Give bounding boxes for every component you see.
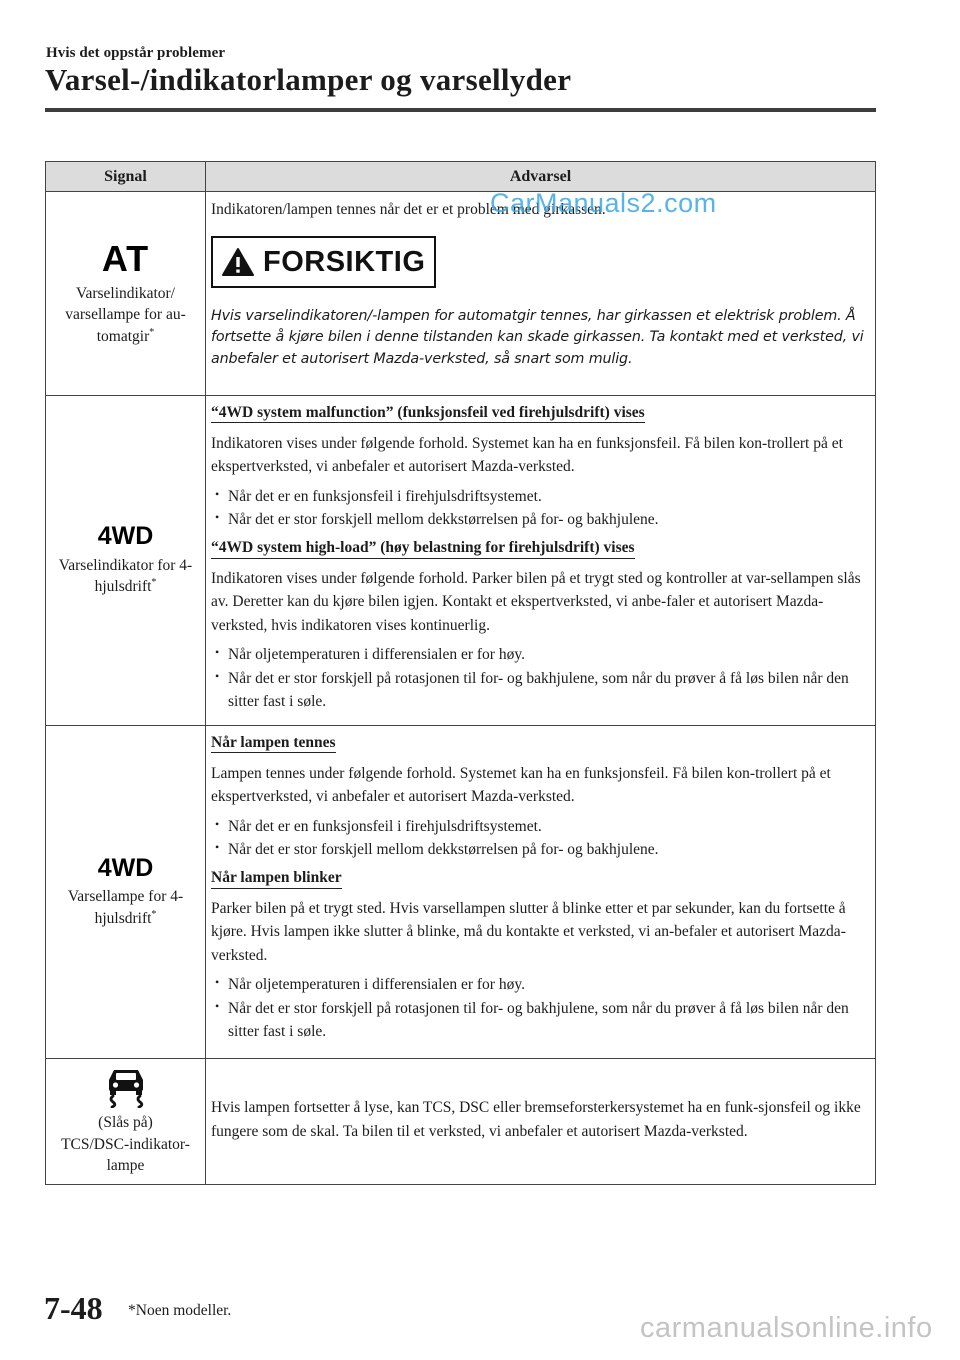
table-row	[46, 1059, 876, 1185]
body-text: Hvis lampen fortsetter å lyse, kan TCS, DSC eller bremseforsterkersystemet ha en funk-sjonsfeil og ikke fungere som de skal. Ta bilen til et verksted, vi anbefaler et autorisert Mazda-verksted.	[211, 1098, 861, 1140]
tcs-dsc-skid-car-icon	[103, 1066, 149, 1108]
warning-cell	[206, 396, 876, 726]
footnote: *Noen modeller.	[128, 1302, 232, 1319]
bullet-list	[211, 643, 869, 713]
signal-cell	[46, 1059, 206, 1185]
4wd-icon: 4WD	[97, 853, 154, 882]
watermark-text: CarManuals2.com	[490, 188, 717, 218]
warning-triangle-icon	[221, 247, 255, 277]
signal-label: Varselindikator/ varsellampe for au-tomatgir*	[65, 284, 186, 346]
list-item: • Når det er stor forskjell mellom dekkstørrelsen på for- og bakhjulene.	[211, 508, 869, 531]
warning-cell	[206, 192, 876, 396]
subsection-heading: “4WD system high-load” (høy belastning for firehjulsdrift) vises	[211, 538, 635, 558]
body-text: Lampen tennes under følgende forhold. Systemet kan ha en funksjonsfeil. Få bilen kon-trollert på et ekspertverksted, vi anbefaler et autorisert Mazda-verksted.	[211, 764, 831, 806]
list-item: • Når det er en funksjonsfeil i firehjulsdriftsystemet.	[211, 815, 869, 838]
4wd-icon: 4WD	[97, 522, 154, 551]
subsection-heading: Når lampen tennes	[211, 733, 336, 753]
list-item: • Når oljetemperaturen i differensialen er for høy.	[211, 643, 869, 666]
bullet-list	[211, 815, 869, 862]
signal-label: TCS/DSC-indikator-lampe	[61, 1135, 190, 1175]
signal-cell	[46, 192, 206, 396]
caution-label: FORSIKTIG	[263, 245, 426, 278]
body-text: Indikatoren vises under følgende forhold. Parker bilen på et trygt sted og kontroller at var-sellampen slås av. Deretter kan du kjøre bilen igjen. Kontakt et ekspertverksted, vi anbe-faler et autorisert Mazda-verksted, hvis indikatoren vises kontinuerlig.	[211, 569, 861, 634]
list-item: • Når oljetemperaturen i differensialen er for høy.	[211, 973, 869, 996]
caution-box	[211, 236, 436, 288]
column-header-warning: Advarsel	[206, 162, 876, 192]
bullet-list	[211, 485, 869, 532]
at-transmission-icon: AT	[101, 238, 150, 280]
list-item: • Når det er stor forskjell på rotasjonen til for- og bakhjulene, som når du prøver å få løs bilen når den sitter fast i søle.	[211, 667, 869, 714]
list-item: • Når det er en funksjonsfeil i firehjulsdriftsystemet.	[211, 485, 869, 508]
caution-text: Hvis varselindikatoren/-lampen for automatgir tennes, har girkassen et elektrisk problem. Å fortsette å kjøre bilen i denne tilstanden kan skade girkassen. Ta kontakt med et verksted, vi anbefaler et autorisert Mazda-verksted, så snart som mulig.	[211, 307, 864, 367]
signal-label: Varsellampe for 4-hjulsdrift*	[67, 888, 184, 927]
table-row	[46, 192, 876, 396]
subsection-heading: “4WD system malfunction” (funksjonsfeil ved firehjulsdrift) vises	[211, 403, 645, 423]
table-row	[46, 726, 876, 1059]
page-title: Varsel-/indikatorlamper og varsellyder	[45, 62, 572, 97]
table-header-row	[46, 162, 876, 192]
signal-cell	[46, 396, 206, 726]
warning-lights-table	[45, 161, 876, 1185]
section-label: Hvis det oppstår problemer	[46, 45, 226, 61]
signal-state-label: (Slås på)	[98, 1113, 153, 1131]
bullet-list	[211, 973, 869, 1043]
intro-text: Indikatoren/lampen tennes når det er et problem med girkassen.	[211, 201, 606, 218]
body-text: Indikatoren vises under følgende forhold. Systemet kan ha en funksjonsfeil. Få bilen kon-trollert på et ekspertverksted, vi anbefaler et autorisert Mazda-verksted.	[211, 434, 843, 476]
column-header-signal: Signal	[46, 162, 206, 192]
title-divider	[45, 108, 876, 112]
signal-label: Varselindikator for 4-hjulsdrift*	[58, 556, 193, 596]
warning-cell	[206, 726, 876, 1059]
site-watermark: carmanualsonline.info	[640, 1312, 933, 1344]
signal-cell	[46, 726, 206, 1059]
list-item: • Når det er stor forskjell mellom dekkstørrelsen på for- og bakhjulene.	[211, 838, 869, 861]
body-text: Parker bilen på et trygt sted. Hvis varsellampen slutter å blinke etter et par sekunder, kan du fortsette å kjøre. Hvis lampen ikke slutter å blinke, må du kontakte et verksted, vi an-befaler et autorisert Mazda-verksted.	[211, 899, 846, 964]
table-row	[46, 396, 876, 726]
subsection-heading: Når lampen blinker	[211, 868, 342, 888]
page-number: 7-48	[44, 1290, 103, 1326]
list-item: • Når det er stor forskjell på rotasjonen til for- og bakhjulene, som når du prøver å få løs bilen når den sitter fast i søle.	[211, 997, 869, 1044]
warning-cell	[206, 1059, 876, 1185]
